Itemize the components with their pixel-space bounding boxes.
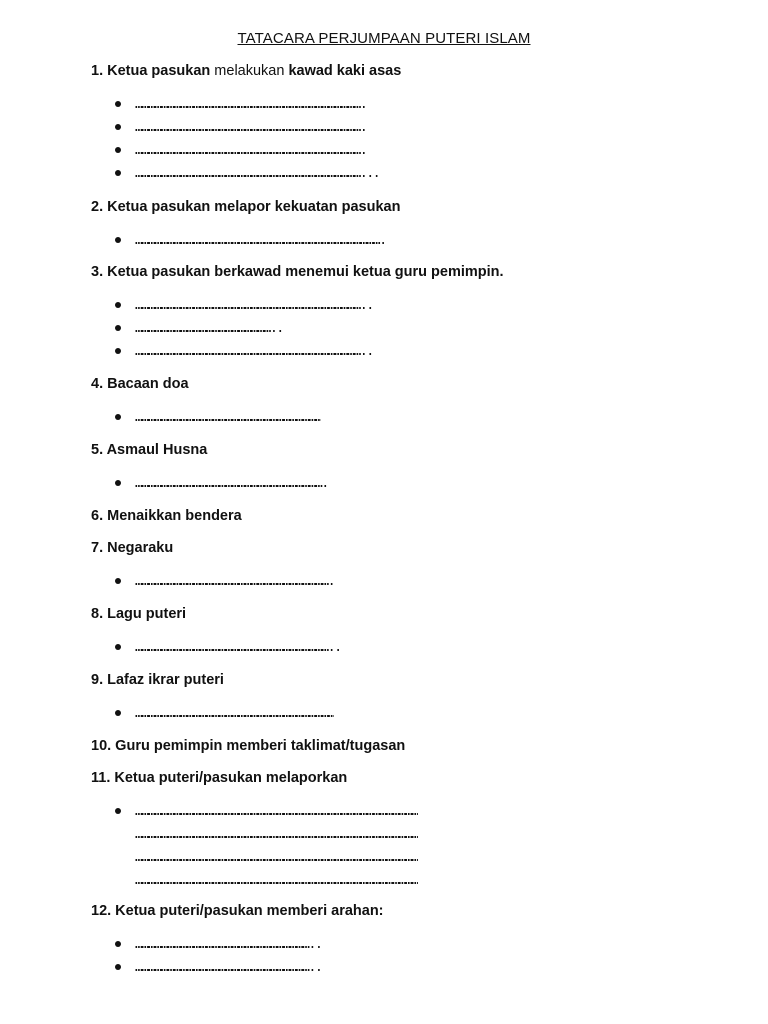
fill-line: …………………………………………………………………………… bbox=[135, 410, 322, 425]
item-1-bullet-2 bbox=[91, 118, 711, 141]
fill-line: ……………………………………………………………………………………………. bbox=[135, 143, 367, 158]
bullet-icon bbox=[115, 325, 121, 331]
bullet-icon bbox=[115, 348, 121, 354]
bullet-icon bbox=[115, 101, 121, 107]
fill-line: …………………………………………………………………………………………………………………… bbox=[135, 873, 418, 888]
fill-line: ……………………………………………………………………………………………. bbox=[135, 120, 367, 135]
bullet-icon bbox=[115, 964, 121, 970]
item-12-heading: 12. Ketua puteri/pasukan memberi arahan: bbox=[91, 903, 384, 919]
item-12-bullet-2 bbox=[91, 958, 711, 981]
bullet-icon bbox=[115, 302, 121, 308]
item-8 bbox=[91, 604, 711, 661]
fill-line: ……………………………………………………………………….. bbox=[135, 960, 322, 975]
item-8-bullet-1 bbox=[91, 638, 711, 661]
fill-line: …………………………………………………………………………………………………………………… bbox=[135, 804, 418, 819]
item-11-continuation-2 bbox=[91, 848, 711, 871]
bullet-icon bbox=[115, 414, 121, 420]
item-3-bullet-3 bbox=[91, 342, 711, 365]
item-5 bbox=[91, 440, 711, 497]
item-9 bbox=[91, 670, 711, 727]
fill-line: …………………………………………………………………………………………………………………… bbox=[135, 850, 418, 865]
item-2-heading: 2. Ketua pasukan melapor kekuatan pasukan bbox=[91, 199, 401, 215]
item-1-bullet-4 bbox=[91, 164, 711, 187]
bullet-icon bbox=[115, 124, 121, 130]
fill-line: ……………………………………………………………………………….. bbox=[135, 640, 341, 655]
item-8-heading: 8. Lagu puteri bbox=[91, 606, 187, 622]
fill-line: ……………………………………………………………………………. bbox=[135, 476, 328, 491]
item-9-bullet-1 bbox=[91, 704, 711, 727]
fill-line: ………………………………………………………………………………… bbox=[135, 706, 335, 721]
fill-line: ………………………………………………………………………………. bbox=[135, 574, 335, 589]
item-12-bullet-1 bbox=[91, 935, 711, 958]
bullet-icon bbox=[115, 237, 121, 243]
item-3 bbox=[91, 262, 711, 365]
bullet-icon bbox=[115, 808, 121, 814]
item-9-heading: 9. Lafaz ikrar puteri bbox=[91, 672, 224, 688]
fill-line: …………………………………………………………………………………………….. bbox=[135, 344, 373, 359]
bullet-icon bbox=[115, 480, 121, 486]
fill-line: …………………………………………………………………………………………………………………… bbox=[135, 827, 418, 842]
bullet-icon bbox=[115, 147, 121, 153]
item-10-heading: 10. Guru pemimpin memberi taklimat/tugasan bbox=[91, 738, 406, 754]
item-11-continuation-3 bbox=[91, 871, 711, 894]
item-3-bullet-1 bbox=[91, 296, 711, 319]
item-11-heading: 11. Ketua puteri/pasukan melaporkan bbox=[91, 770, 348, 786]
item-12 bbox=[91, 901, 711, 981]
item-4-heading: 4. Bacaan doa bbox=[91, 376, 189, 392]
page-title: TATACARA PERJUMPAAN PUTERI ISLAM bbox=[237, 30, 531, 47]
item-4-bullet-1 bbox=[91, 408, 711, 431]
item-7-bullet-1 bbox=[91, 572, 711, 595]
item-3-bullet-2 bbox=[91, 319, 711, 342]
item-1-heading: 1. Ketua pasukan melakukan kawad kaki asas bbox=[91, 63, 402, 79]
item-4 bbox=[91, 374, 711, 431]
item-1 bbox=[91, 61, 711, 187]
item-11-bullet-1 bbox=[91, 802, 711, 825]
fill-line: ……………………………………………………………………………………………………. bbox=[135, 233, 386, 248]
item-3-heading: 3. Ketua pasukan berkawad menemui ketua guru pemimpin. bbox=[91, 264, 504, 280]
fill-line: …………………………………………………………………………………………….. bbox=[135, 298, 373, 313]
fill-line: ……………………………………………………………………………………………... bbox=[135, 166, 380, 181]
bullet-icon bbox=[115, 710, 121, 716]
fill-line: ……………………………………………………………………………………………. bbox=[135, 97, 367, 112]
item-6-heading: 6. Menaikkan bendera bbox=[91, 508, 242, 524]
item-6 bbox=[91, 506, 711, 526]
item-7 bbox=[91, 538, 711, 595]
item-5-heading: 5. Asmaul Husna bbox=[91, 442, 208, 458]
bullet-icon bbox=[115, 644, 121, 650]
fill-line: ……………………………………………………………………….. bbox=[135, 937, 322, 952]
item-2 bbox=[91, 197, 711, 254]
item-7-heading: 7. Negaraku bbox=[91, 540, 174, 556]
item-1-bullet-1 bbox=[91, 95, 711, 118]
item-11-continuation-1 bbox=[91, 825, 711, 848]
bullet-icon bbox=[115, 941, 121, 947]
item-5-bullet-1 bbox=[91, 474, 711, 497]
bullet-icon bbox=[115, 170, 121, 176]
item-2-bullet-1 bbox=[91, 231, 711, 254]
item-1-bullet-3 bbox=[91, 141, 711, 164]
item-11 bbox=[91, 768, 711, 894]
bullet-icon bbox=[115, 578, 121, 584]
fill-line: ……………………………………………………….. bbox=[135, 321, 283, 336]
item-10 bbox=[91, 736, 711, 756]
